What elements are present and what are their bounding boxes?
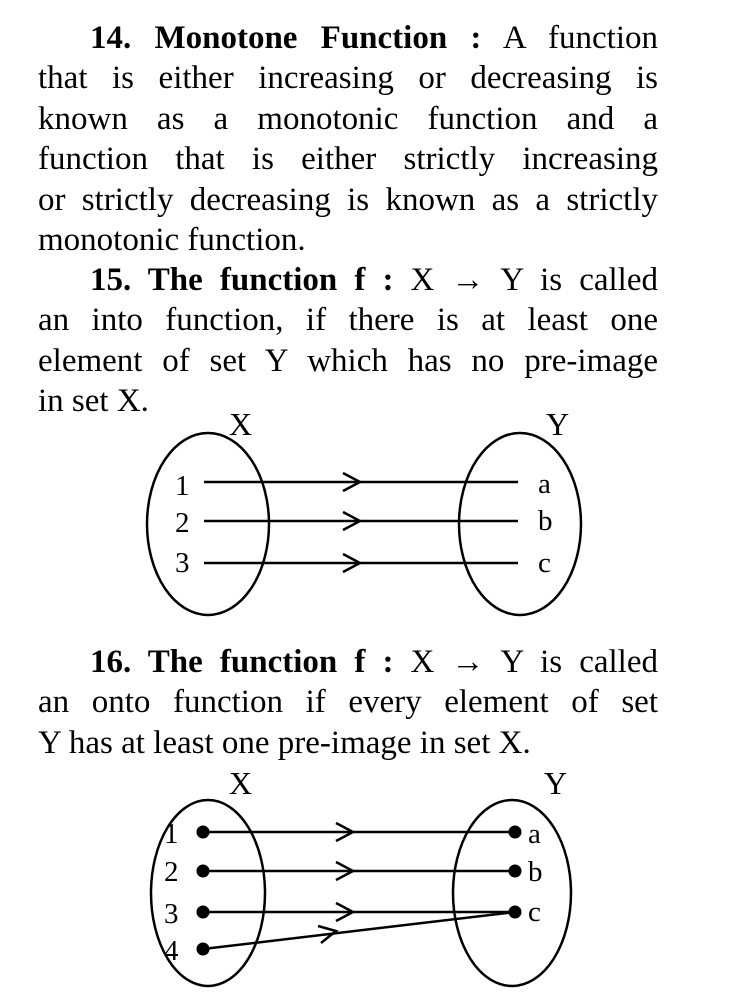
into-codomain-b: b [538, 505, 553, 537]
into-function-diagram [0, 400, 741, 660]
into-domain-2: 2 [175, 507, 190, 539]
into-domain-1: 1 [175, 470, 190, 502]
section-16-line-1: an onto function if every element of set [38, 684, 658, 721]
section-15-line-1: an into function, if there is at least one [38, 302, 658, 339]
section-14-line-4: function that is either strictly increasing [38, 141, 658, 178]
section-14 [38, 18, 658, 260]
section-14-heading: 14. Monotone Function : [90, 20, 482, 56]
section-14-line-6: monotonic function. [38, 222, 306, 259]
section-16-line-2: Y has at least one pre-image in set X. [38, 724, 531, 761]
section-14-line-5: or strictly decreasing is known as a strictly [38, 181, 658, 218]
onto-domain-1: 1 [164, 818, 179, 850]
into-set-x-ellipse [147, 433, 269, 615]
onto-codomain-a: a [528, 818, 541, 850]
section-16-heading: 16. The function f : [90, 644, 394, 680]
into-set-x-label: X [229, 406, 253, 442]
into-set-y-ellipse [459, 433, 581, 615]
onto-function-diagram [0, 765, 741, 990]
onto-domain-3: 3 [164, 898, 179, 930]
section-15-line-2: element of set Y which has no pre-image [38, 342, 658, 379]
onto-set-x-label: X [229, 765, 253, 801]
section-16 [38, 642, 658, 763]
into-set-y-label: Y [546, 406, 570, 442]
section-15-heading: 15. The function f : [90, 262, 394, 298]
onto-mapping-4-c [203, 912, 515, 949]
section-15 [38, 260, 658, 422]
section-16-heading-rest: X → Y is called [410, 644, 658, 680]
onto-set-y-label: Y [544, 765, 568, 801]
section-15-line-3: in set X. [38, 383, 149, 420]
onto-codomain-b: b [528, 856, 543, 888]
section-14-line-2: that is either increasing or decreasing is [38, 60, 658, 97]
onto-domain-2: 2 [164, 856, 179, 888]
onto-codomain-c: c [528, 896, 541, 928]
section-14-line-3: known as a monotonic function and a [38, 100, 658, 137]
into-codomain-a: a [538, 468, 551, 500]
section-14-line-1: A function [502, 20, 659, 56]
onto-domain-4: 4 [164, 935, 179, 967]
into-domain-3: 3 [175, 547, 190, 579]
section-15-heading-rest: X → Y is called [410, 262, 658, 298]
into-codomain-c: c [538, 547, 551, 579]
